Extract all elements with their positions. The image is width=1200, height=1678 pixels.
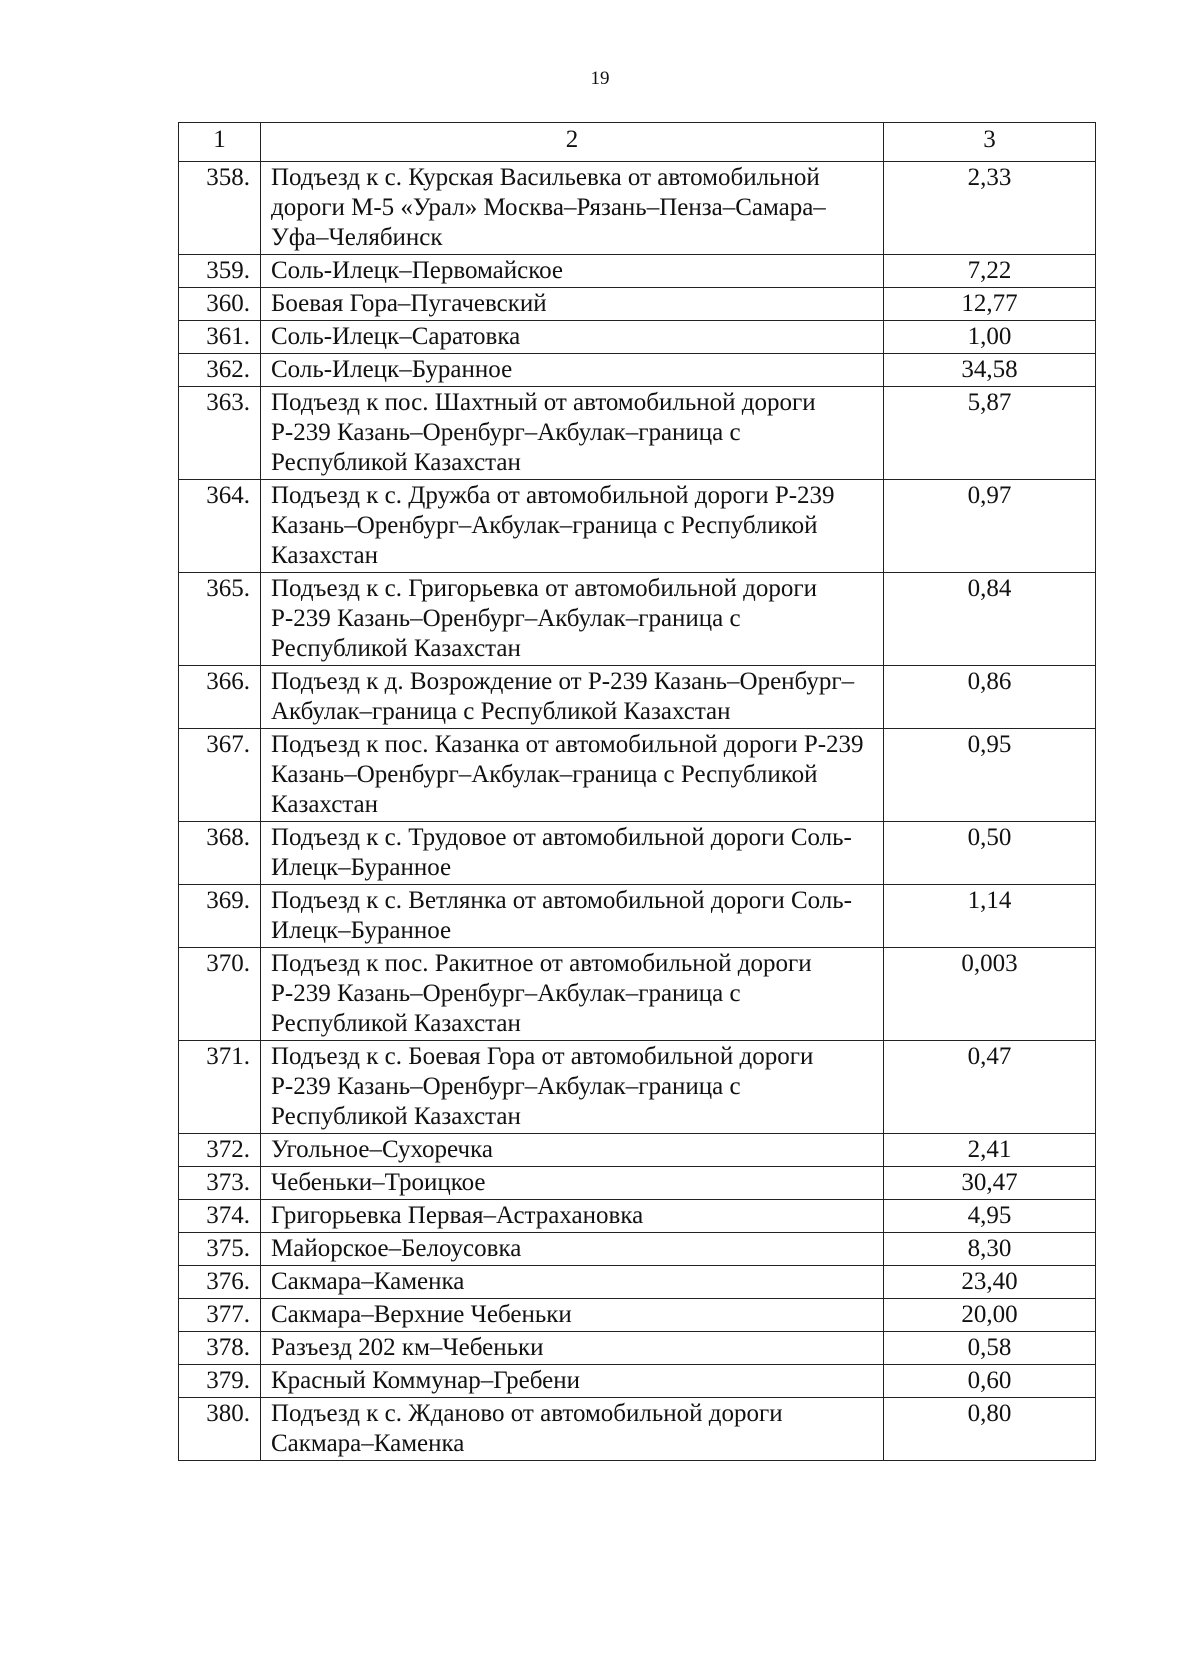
road-name: Подъезд к пос. Казанка от автомобильной дороги Р-239 Казань–Оренбург–Акбулак–граница с Республикой Казахстан — [261, 729, 884, 822]
road-length-km: 0,86 — [884, 666, 1096, 729]
road-name: Разъезд 202 км–Чебеньки — [261, 1332, 884, 1365]
row-number: 372. — [179, 1134, 261, 1167]
table-row — [179, 729, 1096, 822]
road-length-km: 7,22 — [884, 255, 1096, 288]
road-length-km: 0,47 — [884, 1041, 1096, 1134]
road-length-km: 5,87 — [884, 387, 1096, 480]
road-length-km: 1,14 — [884, 885, 1096, 948]
roads-table — [178, 122, 1096, 1461]
road-name: Майорское–Белоусовка — [261, 1233, 884, 1266]
road-name: Подъезд к с. Боевая Гора от автомобильной дороги Р-239 Казань–Оренбург–Акбулак–граница с Республикой Казахстан — [261, 1041, 884, 1134]
table-row — [179, 1134, 1096, 1167]
column-header-length: 3 — [884, 123, 1096, 162]
road-name: Подъезд к д. Возрождение от Р-239 Казань–Оренбург–Акбулак–граница с Республикой Казахстан — [261, 666, 884, 729]
road-name: Подъезд к с. Ветлянка от автомобильной дороги Соль-Илецк–Буранное — [261, 885, 884, 948]
road-length-km: 30,47 — [884, 1167, 1096, 1200]
table-row — [179, 1332, 1096, 1365]
road-length-km: 0,60 — [884, 1365, 1096, 1398]
table-row — [179, 1299, 1096, 1332]
road-length-km: 2,33 — [884, 162, 1096, 255]
road-name: Боевая Гора–Пугачевский — [261, 288, 884, 321]
row-number: 367. — [179, 729, 261, 822]
road-name: Соль-Илецк–Первомайское — [261, 255, 884, 288]
road-name: Соль-Илецк–Саратовка — [261, 321, 884, 354]
row-number: 380. — [179, 1398, 261, 1461]
road-name: Подъезд к с. Григорьевка от автомобильной дороги Р-239 Казань–Оренбург–Акбулак–граница с Республикой Казахстан — [261, 573, 884, 666]
row-number: 374. — [179, 1200, 261, 1233]
road-name: Подъезд к с. Жданово от автомобильной дороги Сакмара–Каменка — [261, 1398, 884, 1461]
road-length-km: 20,00 — [884, 1299, 1096, 1332]
table-body — [179, 162, 1096, 1461]
road-name: Подъезд к пос. Шахтный от автомобильной дороги Р-239 Казань–Оренбург–Акбулак–граница с Республикой Казахстан — [261, 387, 884, 480]
road-name: Григорьевка Первая–Астрахановка — [261, 1200, 884, 1233]
table-row — [179, 1365, 1096, 1398]
row-number: 373. — [179, 1167, 261, 1200]
road-name: Подъезд к с. Курская Васильевка от автомобильной дороги М-5 «Урал» Москва–Рязань–Пенза–Самара–Уфа–Челябинск — [261, 162, 884, 255]
road-name: Подъезд к с. Дружба от автомобильной дороги Р-239 Казань–Оренбург–Акбулак–граница с Республикой Казахстан — [261, 480, 884, 573]
row-number: 361. — [179, 321, 261, 354]
road-length-km: 2,41 — [884, 1134, 1096, 1167]
row-number: 364. — [179, 480, 261, 573]
row-number: 375. — [179, 1233, 261, 1266]
table-row — [179, 1200, 1096, 1233]
row-number: 362. — [179, 354, 261, 387]
row-number: 358. — [179, 162, 261, 255]
table-row — [179, 948, 1096, 1041]
row-number: 371. — [179, 1041, 261, 1134]
row-number: 379. — [179, 1365, 261, 1398]
road-name: Угольное–Сухоречка — [261, 1134, 884, 1167]
road-length-km: 0,95 — [884, 729, 1096, 822]
road-name: Чебеньки–Троицкое — [261, 1167, 884, 1200]
table-header-row — [179, 123, 1096, 162]
road-length-km: 0,97 — [884, 480, 1096, 573]
table-row — [179, 321, 1096, 354]
row-number: 369. — [179, 885, 261, 948]
row-number: 376. — [179, 1266, 261, 1299]
table-row — [179, 1041, 1096, 1134]
road-length-km: 0,84 — [884, 573, 1096, 666]
road-length-km: 12,77 — [884, 288, 1096, 321]
road-length-km: 8,30 — [884, 1233, 1096, 1266]
row-number: 360. — [179, 288, 261, 321]
page-number: 19 — [590, 68, 610, 89]
road-name: Подъезд к с. Трудовое от автомобильной дороги Соль-Илецк–Буранное — [261, 822, 884, 885]
table-row — [179, 885, 1096, 948]
table-row — [179, 255, 1096, 288]
column-header-number: 1 — [179, 123, 261, 162]
road-length-km: 1,00 — [884, 321, 1096, 354]
table-row — [179, 480, 1096, 573]
table-row — [179, 1398, 1096, 1461]
road-length-km: 0,58 — [884, 1332, 1096, 1365]
road-name: Соль-Илецк–Буранное — [261, 354, 884, 387]
table-row — [179, 822, 1096, 885]
road-length-km: 0,80 — [884, 1398, 1096, 1461]
road-length-km: 0,50 — [884, 822, 1096, 885]
table-row — [179, 1266, 1096, 1299]
road-name: Сакмара–Верхние Чебеньки — [261, 1299, 884, 1332]
column-header-road-name: 2 — [261, 123, 884, 162]
table-row — [179, 387, 1096, 480]
road-name: Красный Коммунар–Гребени — [261, 1365, 884, 1398]
table-row — [179, 573, 1096, 666]
row-number: 363. — [179, 387, 261, 480]
row-number: 365. — [179, 573, 261, 666]
row-number: 370. — [179, 948, 261, 1041]
table-row — [179, 1167, 1096, 1200]
row-number: 368. — [179, 822, 261, 885]
road-length-km: 34,58 — [884, 354, 1096, 387]
road-name: Подъезд к пос. Ракитное от автомобильной дороги Р-239 Казань–Оренбург–Акбулак–граница с Республикой Казахстан — [261, 948, 884, 1041]
row-number: 359. — [179, 255, 261, 288]
table-row — [179, 354, 1096, 387]
row-number: 366. — [179, 666, 261, 729]
table-row — [179, 666, 1096, 729]
road-length-km: 4,95 — [884, 1200, 1096, 1233]
row-number: 378. — [179, 1332, 261, 1365]
table-row — [179, 162, 1096, 255]
row-number: 377. — [179, 1299, 261, 1332]
table-row — [179, 288, 1096, 321]
table-row — [179, 1233, 1096, 1266]
road-length-km: 23,40 — [884, 1266, 1096, 1299]
road-length-km: 0,003 — [884, 948, 1096, 1041]
road-name: Сакмара–Каменка — [261, 1266, 884, 1299]
